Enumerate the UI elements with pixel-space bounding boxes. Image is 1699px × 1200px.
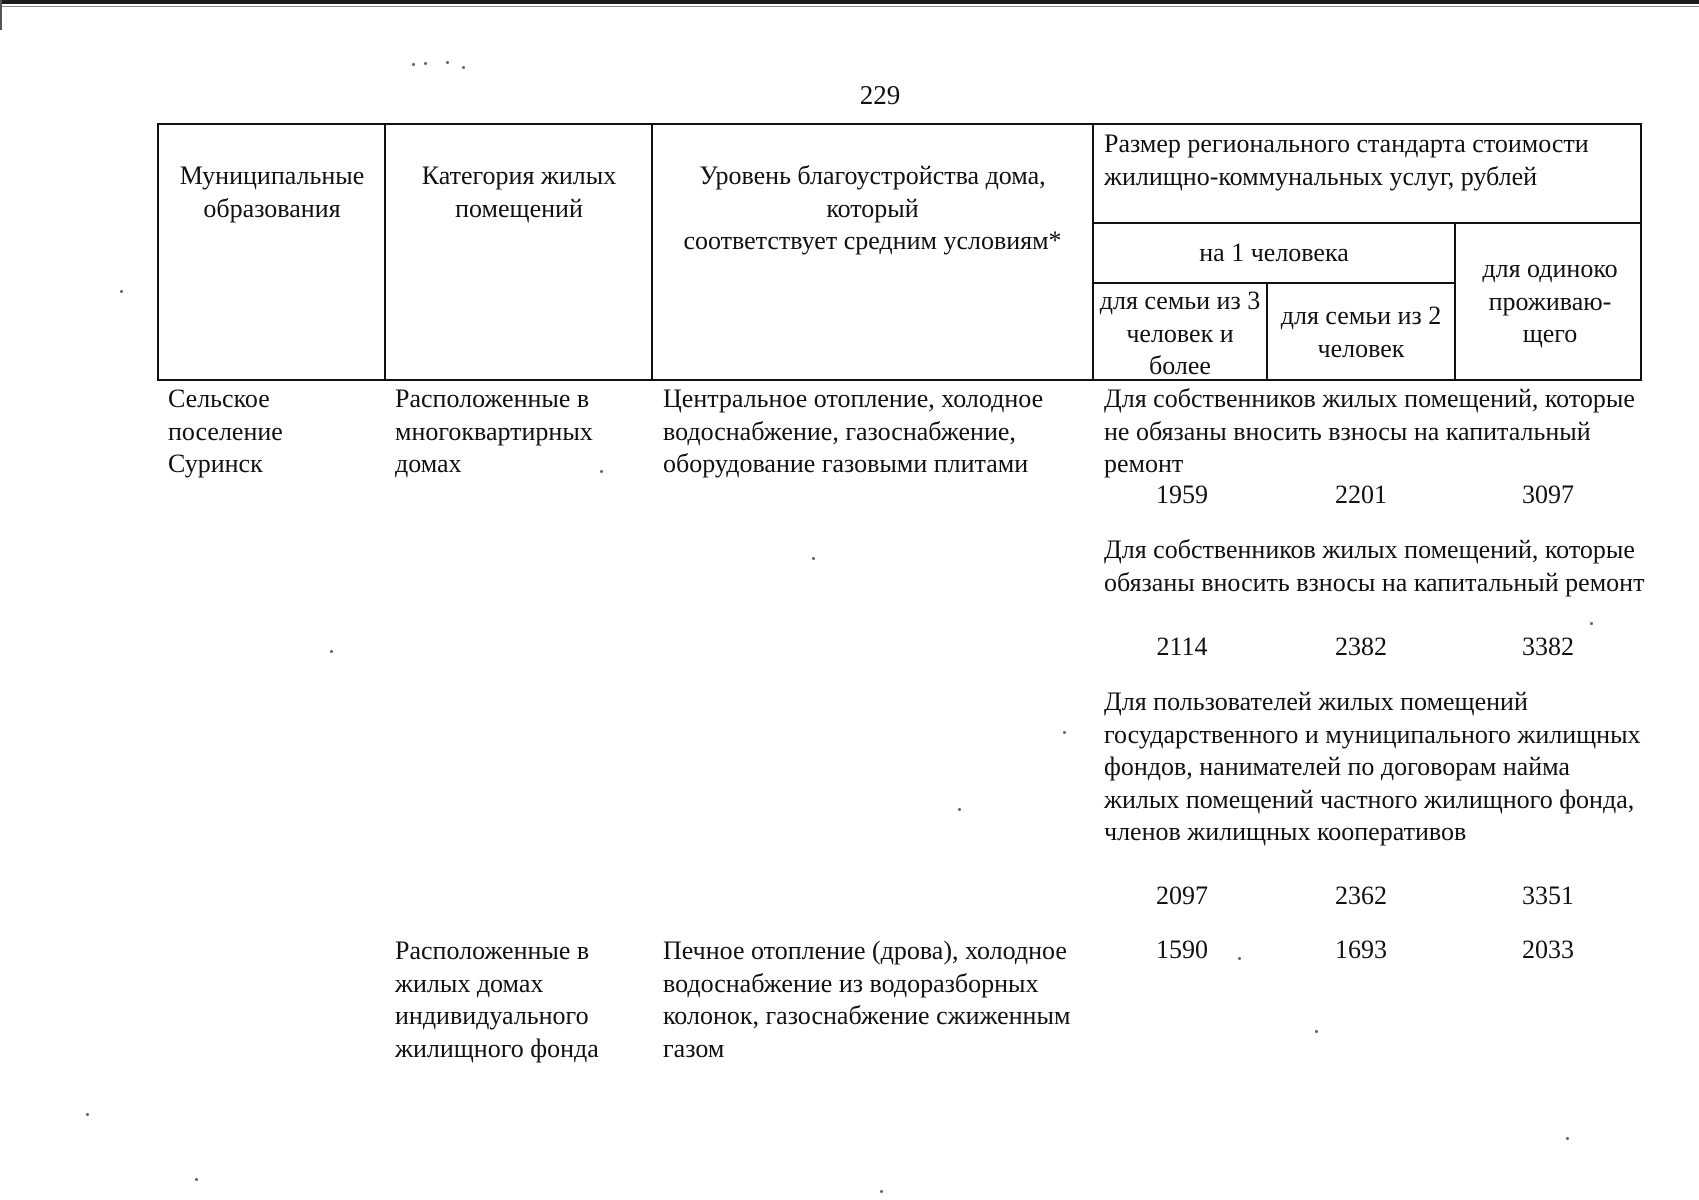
scan-speck [86,1113,89,1116]
scan-speck [1315,1030,1318,1033]
row2-value-single: 2033 [1522,935,1574,964]
row2-level: Печное отопление (дрова), холодное водоснабжение из водоразборных колонок, газоснабжение сжиженным газом [663,936,1071,1063]
scan-speck [195,1178,198,1181]
header-level [655,160,1090,258]
header-family-3: для семьи из 3 человек и более [1099,286,1261,380]
scan-speck [462,66,465,69]
row2-category: Расположенные в жилых домах индивидуального жилищного фонда [395,936,599,1063]
header-divider-single [1454,222,1456,381]
scan-speck [812,557,815,560]
header-divider-family [1266,282,1268,381]
row1-group1-value-family3: 1959 [1156,480,1208,509]
scan-speck [1590,622,1593,625]
header-divider-3 [1092,123,1094,381]
row1-group1-value-family2: 2201 [1335,480,1387,509]
row1-group2-value-family3: 2114 [1156,632,1208,661]
header-category: Категория жилых помещений [421,161,617,223]
row1-group1-value-single: 3097 [1522,480,1574,509]
scan-speck [412,63,415,66]
header-per-person: на 1 человека [1199,238,1349,267]
scan-speck [120,290,123,293]
row1-group2-label: Для собственников жилых помещений, которые обязаны вносить взносы на капитальный ремонт [1104,535,1645,597]
header-size: Размер регионального стандарта стоимости жилищно-коммунальных услуг, рублей [1104,129,1589,191]
scan-speck [330,650,333,653]
row1-level: Центральное отопление, холодное водоснабжение, газоснабжение, оборудование газовыми плитами [663,384,1044,478]
row1-group3-label: Для пользователей жилых помещений государственного и муниципального жилищных фондов, нанимателей по договорам найма жилых помещений частного жилищного фонда, членов жилищных кооперативов [1104,687,1641,846]
header-single: для одиноко проживаю-щего [1482,254,1618,348]
row1-group2-value-single: 3382 [1522,632,1574,661]
header-level-line1: Уровень благоустройства дома, который [699,161,1046,223]
scan-speck [1238,957,1241,960]
row1-group3-value-family2: 2362 [1335,881,1387,910]
row1-group3-value-family3: 2097 [1156,881,1208,910]
header-family-2: для семьи из 2 человек [1280,301,1442,363]
page-number: 229 [859,80,901,110]
row1-group2-value-family2: 2382 [1335,632,1387,661]
header-subdivider-per-person [1092,282,1455,284]
scan-speck [446,61,449,64]
header-divider-2 [651,123,653,381]
left-scan-mark [0,0,2,30]
row1-group1-label: Для собственников жилых помещений, которые не обязаны вносить взносы на капитальный ремонт [1104,384,1635,478]
header-top-border [157,123,1642,125]
scan-speck [1063,731,1066,734]
header-level-line2: соответствует средним условиям* [683,226,1062,255]
top-scan-rule [0,0,1699,4]
scan-speck [600,470,603,473]
header-bottom-border [157,379,1642,381]
header-left-border [157,123,159,381]
row1-group3-value-single: 3351 [1522,881,1574,910]
header-divider-1 [384,123,386,381]
scan-speck [1566,1137,1569,1140]
top-scan-rule-thin [0,6,1699,7]
row1-category: Расположенные в многоквартирных домах [395,384,593,478]
row1-municipality: Сельское поселение Суринск [168,384,283,478]
scan-speck [424,62,427,65]
scan-speck [958,808,961,811]
scan-speck [880,1190,883,1193]
row2-value-family2: 1693 [1335,935,1387,964]
header-subdivider-size [1092,222,1642,224]
row2-value-family3: 1590 [1156,935,1208,964]
header-right-border [1640,123,1642,381]
header-municipal: Муниципальные образования [179,161,365,223]
